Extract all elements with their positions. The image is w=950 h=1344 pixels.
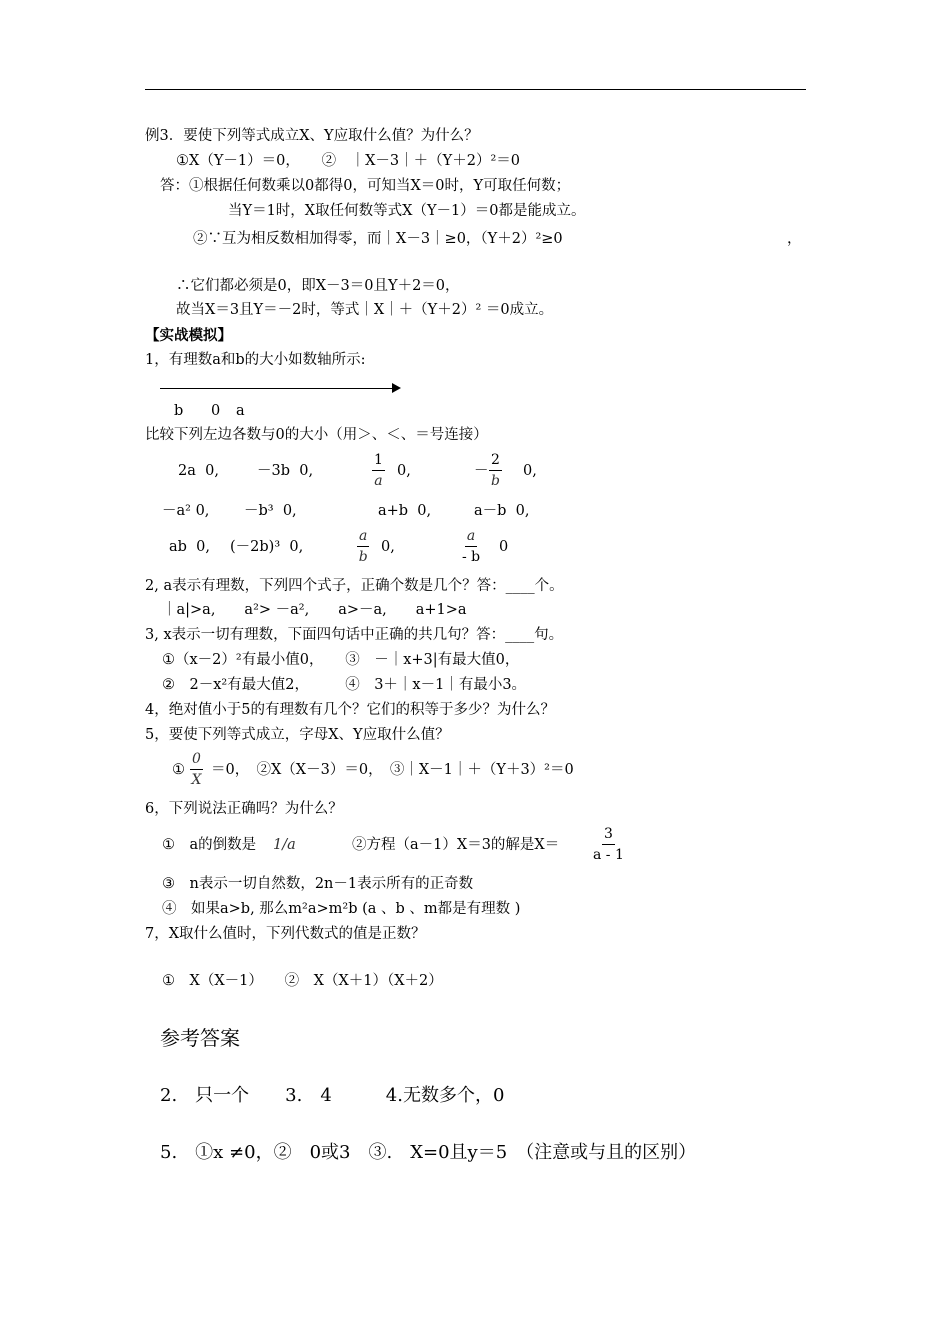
row1-fraction-1	[372, 452, 385, 489]
fraction-numerator: a	[465, 528, 477, 547]
question-6-fraction	[593, 826, 624, 863]
question-5: 5，要使下列等式成立，字母X、Y应取什么值？	[145, 727, 450, 743]
numberline-label-b: b	[174, 403, 184, 419]
row3-item-2: (－2b)³ 0,	[230, 539, 304, 555]
row3-item-1: ab 0,	[169, 539, 210, 555]
compare-instruction: 比较下列左边各数与0的大小（用＞、＜、＝号连接）	[145, 427, 488, 443]
row2-item-1: －a² 0,	[162, 503, 210, 519]
question-6-reciprocal-expr: 1/a	[273, 837, 296, 853]
numberline-label-0: 0	[211, 403, 221, 419]
question-6-line-3: ③ n表示一切自然数，2n－1表示所有的正奇数	[162, 876, 474, 892]
fraction-numerator: a	[357, 528, 369, 547]
example3-answer-1: 答：①根据任何数乘以0都得0，可知当X＝0时，Y可取任何数；	[160, 178, 571, 194]
fraction-denominator: b	[490, 473, 500, 489]
question-7: 7，X取什么值时，下列代数式的值是正数？	[145, 926, 426, 942]
answers-line-2: 5. ①x ≠0，② 0或3 ③. X=0且y＝5 （注意或与且的区别）	[160, 1142, 697, 1163]
question-3-line-1: ①（x－2）²有最小值0， ③ －｜x+3|有最大值0，	[162, 652, 520, 668]
question-7-items: ① X（X－1） ② X（X＋1）（X＋2）	[162, 973, 443, 989]
fraction-numerator: 2	[489, 452, 502, 471]
question-6-line-1b: ②方程（a－1）X＝3的解是X＝	[352, 837, 560, 853]
header-rule	[145, 89, 806, 90]
question-5-items: ＝0， ②X（X－3）＝0， ③｜X－1｜＋（Y＋3）²＝0	[211, 762, 574, 778]
answers-line-1: 2. 只一个 3. 4 4.无数多个，0	[160, 1085, 505, 1106]
question-6-line-1: ① a的倒数是	[162, 837, 257, 853]
question-5-circle-1: ①	[172, 762, 185, 778]
fraction-numerator: 1	[372, 452, 385, 471]
row3-fraction-1	[357, 528, 369, 565]
question-5-fraction	[190, 751, 203, 788]
row3-item-3: 0,	[381, 539, 395, 555]
row1-item-3: 0,	[397, 463, 411, 479]
fraction-denominator: - b	[462, 549, 481, 565]
fraction-numerator: 3	[602, 826, 615, 845]
example3-title: 例3．要使下列等式成立X、Y应取什么值？为什么？	[145, 128, 479, 144]
question-2-items: ｜a|>a, a²> －a², a>－a, a+1>a	[162, 602, 467, 618]
row2-item-4: a－b 0,	[474, 503, 530, 519]
row3-fraction-2	[462, 528, 480, 565]
fraction-numerator: 0	[190, 751, 203, 770]
fraction-denominator: X	[191, 772, 202, 788]
fraction-denominator: a - 1	[593, 847, 624, 863]
question-3-line-2: ② 2－x²有最大值2， ④ 3＋｜x－1｜有最小3。	[162, 677, 527, 693]
row1-minus-sign: －	[474, 463, 489, 479]
example3-answer-2: 当Y＝1时，X取任何数等式X（Y－1）＝0都是能成立。	[228, 203, 586, 219]
question-3: 3, x表示一切有理数，下面四句话中正确的共几句？答：____句。	[145, 627, 564, 643]
row1-item-1: 2a 0,	[178, 463, 219, 479]
question-6: 6，下列说法正确吗？为什么？	[145, 801, 343, 817]
example3-answer-4: ∴它们都必须是0，即X－3＝0且Y＋2＝0，	[176, 278, 460, 294]
row2-item-3: a+b 0,	[378, 503, 432, 519]
question-6-line-4: ④ 如果a>b, 那么m²a>m²b (a 、b 、m都是有理数 )	[162, 901, 521, 917]
example3-equations: ①X（Y－1）＝0， ② ｜X－3｜＋（Y＋2）²＝0	[176, 153, 520, 169]
row3-item-4: 0	[499, 539, 509, 555]
row1-item-2: －3b 0,	[257, 463, 314, 479]
example3-answer-5: 故当X＝3且Y＝－2时，等式｜X｜＋（Y＋2）² ＝0成立。	[176, 302, 554, 318]
example3-answer-3-tail: ，	[787, 231, 802, 247]
example3-answer-3: ②∵互为相反数相加得零，而｜X－3｜≥0，（Y＋2）²≥0	[193, 231, 563, 247]
row2-item-2: －b³ 0,	[244, 503, 297, 519]
practice-heading: 【实战模拟】	[145, 327, 232, 344]
fraction-denominator: a	[374, 473, 383, 489]
number-line-arrow-icon	[392, 383, 401, 393]
numberline-label-a: a	[236, 403, 245, 419]
row1-fraction-2	[489, 452, 502, 489]
question-1: 1，有理数a和b的大小如数轴所示:	[145, 352, 366, 368]
answers-title: 参考答案	[160, 1026, 240, 1050]
question-4: 4，绝对值小于5的有理数有几个？它们的积等于多少？为什么？	[145, 702, 555, 718]
fraction-denominator: b	[358, 549, 368, 565]
row1-item-4: 0,	[523, 463, 537, 479]
number-line	[160, 388, 398, 389]
question-2: 2, a表示有理数，下列四个式子，正确个数是几个？答：____个。	[145, 578, 564, 594]
